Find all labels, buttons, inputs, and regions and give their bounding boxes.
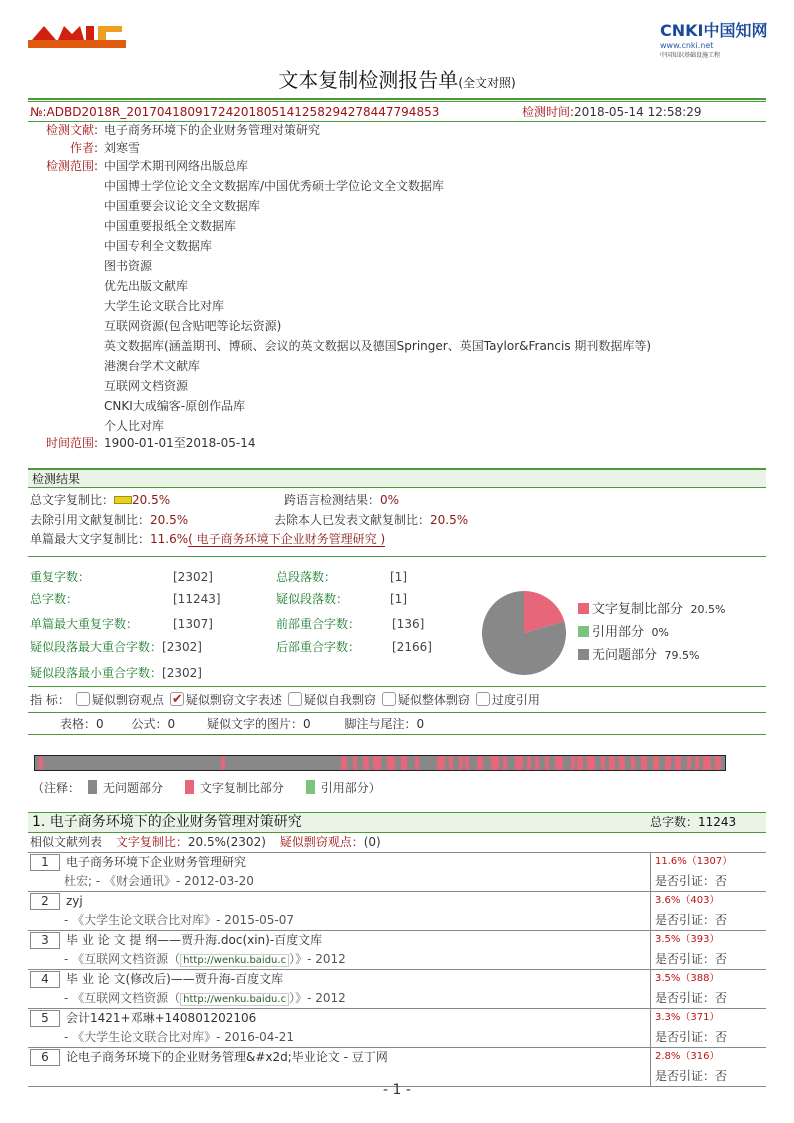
doc-copy-value: 20.5%(2302) xyxy=(187,835,266,849)
indicator-checkbox[interactable] xyxy=(382,692,396,706)
indicator-checkbox[interactable] xyxy=(170,692,184,706)
item-cite-status: 是否引证：否 xyxy=(650,989,766,1009)
stat-repeat-chars-value: [2302] xyxy=(173,570,213,584)
scope-item-text: 图书资源 xyxy=(104,259,153,273)
legend-no-problem: 无问题部分 xyxy=(103,781,164,795)
doc-plag-label: 疑似剽窃观点： xyxy=(279,835,364,849)
similar-item[interactable] xyxy=(28,931,766,951)
report-id: №:ADBD2018R_20170418091724201805141258294278447794853 xyxy=(30,105,440,119)
copy-ratio-swatch xyxy=(114,496,132,504)
cnki-logo-text: CNKI中国知网 xyxy=(660,21,768,40)
item-number: 6 xyxy=(30,1049,60,1066)
cnki-logo xyxy=(660,18,770,59)
item-number: 5 xyxy=(30,1010,60,1027)
copy-segment xyxy=(491,756,499,770)
source-link[interactable]: http://wenku.baidu.c xyxy=(180,954,289,967)
divider xyxy=(28,734,766,735)
similar-summary xyxy=(30,832,381,852)
cross-lang-row xyxy=(284,490,399,510)
copy-segment xyxy=(401,756,407,770)
stat-repeat-chars: 重复字数： xyxy=(30,570,91,584)
page-title xyxy=(0,64,794,93)
copy-ratio-pie xyxy=(481,590,567,676)
doc-value: 电子商务环境下的企业财务管理对策研究 xyxy=(104,123,321,137)
stat-single-max-repeat: 单篇最大重复字数： xyxy=(30,617,139,631)
stat-total-paras-value: [1] xyxy=(390,570,407,584)
item-percent: 3.5%（388） xyxy=(650,970,766,990)
copy-segment xyxy=(415,756,419,770)
legend-copy: 文字复制比部分 xyxy=(199,781,284,795)
scope-item-text: 个人比对库 xyxy=(104,419,165,433)
copy-segment xyxy=(577,756,583,770)
item-title[interactable]: 会计1421+邓琳+140801202106 xyxy=(66,1011,257,1025)
item-number: 3 xyxy=(30,932,60,949)
legend-cite: 引用部分 xyxy=(320,781,369,795)
copy-segment xyxy=(535,756,539,770)
item-source: - 《大学生论文联合比对库》- 2016-04-21 xyxy=(64,1030,295,1044)
item-title[interactable]: 毕 业 论 文(修改后)——贾升海-百度文库 xyxy=(66,972,284,986)
pie-legend-value: 79.5% xyxy=(661,649,700,662)
scope-item-text: CNKI大成编客-原创作品库 xyxy=(104,399,246,413)
page-number: - 1 - xyxy=(383,1082,411,1098)
copy-segment xyxy=(373,756,381,770)
tables-label: 表格： xyxy=(60,717,97,731)
pie-legend-item xyxy=(578,644,768,667)
pie-legend-item xyxy=(578,598,768,621)
excl-cite-value: 20.5% xyxy=(150,513,189,527)
stat-single-max-repeat-value: [1307] xyxy=(173,617,213,631)
copy-segment xyxy=(545,756,549,770)
doc-plag-value: (0) xyxy=(363,835,381,849)
similar-label: 相似文献列表 xyxy=(30,835,103,849)
copy-segment xyxy=(449,756,453,770)
scope-item-text: 港澳台学术文献库 xyxy=(104,359,201,373)
scope-item-text: 中国学术期刊网络出版总库 xyxy=(104,159,249,173)
item-source xyxy=(64,989,346,1009)
stat-susp-min: 疑似段落最小重合字数：[2302] xyxy=(30,666,202,680)
excl-cite-row xyxy=(30,510,188,530)
images-value: 0 xyxy=(302,717,311,731)
formula-value: 0 xyxy=(167,717,176,731)
similar-item-source-row xyxy=(28,989,766,1009)
stat-back-overlap: 后部重合字数： xyxy=(276,640,361,654)
similar-item-source-row xyxy=(28,1028,766,1048)
pie-legend-label: 无问题部分 xyxy=(592,648,658,663)
similar-item[interactable] xyxy=(28,1009,766,1029)
copy-segment xyxy=(609,756,615,770)
stat-susp-paras-value: [1] xyxy=(390,592,407,606)
similar-item[interactable] xyxy=(28,892,766,912)
scope-item-text: 中国重要会议论文全文数据库 xyxy=(104,199,261,213)
range-value: 1900-01-01至2018-05-14 xyxy=(104,436,256,450)
doc-label: 检测文献: xyxy=(45,123,98,137)
indicator-label: 疑似整体剽窃 xyxy=(397,693,470,707)
copy-segment xyxy=(503,756,507,770)
divider xyxy=(28,556,766,557)
legend-cite-swatch xyxy=(306,780,315,794)
item-source: - 《大学生论文联合比对库》- 2015-05-07 xyxy=(64,913,295,927)
cross-lang-label: 跨语言检测结果： xyxy=(284,493,381,507)
stat-susp-max: 疑似段落最大重合字数：[2302] xyxy=(30,640,202,654)
pie-legend-value: 20.5% xyxy=(687,603,726,616)
excl-self-label: 去除本人已发表文献复制比： xyxy=(274,513,431,527)
copy-segment xyxy=(515,756,523,770)
item-cite-status: 是否引证：否 xyxy=(650,950,766,970)
indicator-label: 疑似剽窃观点 xyxy=(91,693,164,707)
similar-item[interactable] xyxy=(28,970,766,990)
scope-item-text: 优先出版文献库 xyxy=(104,279,189,293)
copy-segment xyxy=(387,756,395,770)
scope-item-text: 大学生论文联合比对库 xyxy=(104,299,225,313)
document-title: 1. 电子商务环境下的企业财务管理对策研究 xyxy=(32,814,302,830)
copy-segment xyxy=(437,756,445,770)
scope-item-text: 互联网文档资源 xyxy=(104,379,189,393)
stat-total-chars: 总字数： xyxy=(30,592,79,606)
item-source: 杜宏; - 《财会通讯》- 2012-03-20 xyxy=(64,874,254,888)
pie-legend-label: 引用部分 xyxy=(592,625,645,640)
indicator-label: 过度引用 xyxy=(491,693,540,707)
item-percent: 2.8%（316） xyxy=(650,1048,766,1068)
copy-segment xyxy=(555,756,563,770)
divider xyxy=(28,712,766,713)
similar-item[interactable] xyxy=(28,853,766,873)
author-label: 作者: xyxy=(69,141,98,155)
source-link[interactable]: http://wenku.baidu.c xyxy=(180,993,289,1006)
copy-segment xyxy=(527,756,531,770)
legend-no-problem-swatch xyxy=(88,780,97,794)
check-time-label: 检测时间: xyxy=(522,105,575,119)
total-copy-label: 总文字复制比： xyxy=(30,493,115,507)
author-value: 刘寒雪 xyxy=(104,141,141,155)
stat-total-paras: 总段落数： xyxy=(276,570,337,584)
legend-copy-swatch xyxy=(185,780,194,794)
single-max-label: 单篇最大文字复制比： xyxy=(30,532,151,546)
indicator-label: 疑似剽窃文字表述 xyxy=(185,693,282,707)
indicator-checkbox[interactable] xyxy=(288,692,302,706)
check-time-value: 2018-05-14 12:58:29 xyxy=(574,105,702,119)
report-id-row xyxy=(30,102,439,122)
similar-item-source-row xyxy=(28,911,766,931)
legend-suffix: ） xyxy=(368,781,381,795)
pie-legend-swatch xyxy=(578,603,589,614)
copy-segment xyxy=(695,756,699,770)
copy-segment xyxy=(465,756,469,770)
scope-item-text: 英文数据库(涵盖期刊、博硕、会议的英文数据以及德国Springer、英国Taylor&Francis 期刊数据库等) xyxy=(104,339,652,353)
excl-self-row xyxy=(274,510,468,530)
copy-segment xyxy=(619,756,625,770)
scope-item-text: 中国博士学位论文全文数据库/中国优秀硕士学位论文全文数据库 xyxy=(104,179,445,193)
item-cite-status: 是否引证：否 xyxy=(650,1028,766,1048)
bar-legend xyxy=(32,778,381,798)
item-cite-status: 是否引证：否 xyxy=(650,872,766,892)
scope-item-text: 中国重要报纸全文数据库 xyxy=(104,219,237,233)
range-label: 时间范围: xyxy=(45,436,98,450)
source-prefix: - 《互联网文档资源（ xyxy=(64,991,181,1005)
copy-segment xyxy=(353,756,357,770)
cnki-url: www.cnki.net xyxy=(660,41,714,50)
source-prefix: - 《互联网文档资源（ xyxy=(64,952,181,966)
item-number: 2 xyxy=(30,893,60,910)
source-suffix: ）》- 2012 xyxy=(289,991,346,1005)
item-percent: 3.6%（403） xyxy=(650,892,766,912)
copy-segment xyxy=(571,756,575,770)
scope-label: 检测范围: xyxy=(45,159,98,173)
copy-segment xyxy=(665,756,671,770)
cross-lang-value: 0% xyxy=(380,493,400,507)
single-max-row xyxy=(30,529,385,549)
excl-cite-label: 去除引用文献复制比： xyxy=(30,513,151,527)
pie-legend-swatch xyxy=(578,626,589,637)
source-suffix: ）》- 2012 xyxy=(289,952,346,966)
total-copy-value: 20.5% xyxy=(132,493,171,507)
scope-item-text: 中国专利全文数据库 xyxy=(104,239,213,253)
results-header: 检测结果 xyxy=(28,468,766,488)
stat-front-overlap: 前部重合字数： xyxy=(276,617,361,631)
item-number: 4 xyxy=(30,971,60,988)
check-time-row xyxy=(522,102,702,122)
item-title[interactable]: 毕 业 论 文 提 纲——贾升海.doc(xin)-百度文库 xyxy=(66,933,323,947)
copy-segment xyxy=(221,756,225,770)
copy-distribution-bar xyxy=(34,755,726,771)
item-cite-status: 是否引证：否 xyxy=(650,911,766,931)
similar-item-source-row xyxy=(28,950,766,970)
excl-self-value: 20.5% xyxy=(430,513,469,527)
copy-segment xyxy=(631,756,635,770)
indicator-label: 疑似自我剽窃 xyxy=(303,693,376,707)
pie-legend xyxy=(578,598,768,667)
copy-segment xyxy=(363,756,369,770)
total-copy-row xyxy=(30,490,170,510)
stat-front-overlap-value: [136] xyxy=(392,617,425,631)
copy-segment xyxy=(715,756,721,770)
copy-segment xyxy=(703,756,711,770)
formula-label: 公式： xyxy=(131,717,168,731)
copy-segment xyxy=(687,756,691,770)
pie-legend-item xyxy=(578,621,768,644)
similar-item[interactable] xyxy=(28,1048,766,1068)
indicator-checkbox[interactable] xyxy=(76,692,90,706)
stat-susp-paras: 疑似段落数： xyxy=(276,592,349,606)
copy-segment xyxy=(39,756,43,770)
title-suffix: (全文对照) xyxy=(458,76,516,90)
copy-segment xyxy=(653,756,659,770)
footnotes-label: 脚注与尾注： xyxy=(344,717,417,731)
item-percent: 11.6%（1307） xyxy=(650,853,766,873)
item-title[interactable]: 电子商务环境下企业财务管理研究 xyxy=(66,855,247,869)
copy-segment xyxy=(601,756,605,770)
item-percent: 3.3%（371） xyxy=(650,1009,766,1029)
pie-legend-value: 0% xyxy=(648,626,669,639)
item-cite-status: 是否引证：否 xyxy=(650,1067,766,1087)
copy-segment xyxy=(459,756,463,770)
item-source xyxy=(64,950,346,970)
pie-legend-label: 文字复制比部分 xyxy=(592,602,684,617)
copy-segment xyxy=(641,756,647,770)
amlc-logo xyxy=(28,24,126,52)
indicator-checkbox[interactable] xyxy=(476,692,490,706)
tables-value: 0 xyxy=(96,717,104,731)
footnotes-value: 0 xyxy=(416,717,425,731)
divider xyxy=(28,98,766,100)
similar-item-source-row xyxy=(28,872,766,892)
title-main: 文本复制检测报告单 xyxy=(278,68,459,92)
legend-prefix: （注释： xyxy=(32,781,81,795)
item-title[interactable]: 论电子商务环境下的企业财务管理&#x2d;毕业论文 - 豆丁网 xyxy=(66,1050,388,1064)
images-label: 疑似文字的图片： xyxy=(206,717,303,731)
stat-total-chars-value: [11243] xyxy=(173,592,221,606)
divider xyxy=(28,686,766,687)
stat-back-overlap-value: [2166] xyxy=(392,640,432,654)
copy-segment xyxy=(587,756,595,770)
item-percent: 3.5%（393） xyxy=(650,931,766,951)
copy-segment xyxy=(341,756,347,770)
document-total: 总字数：11243 xyxy=(650,815,737,829)
copy-segment xyxy=(477,756,483,770)
single-max-title[interactable]: ( 电子商务环境下企业财务管理研究 ) xyxy=(188,532,386,546)
doc-copy-label: 文字复制比： xyxy=(115,835,188,849)
scope-item-text: 互联网资源(包含贴吧等论坛资源) xyxy=(104,319,282,333)
cnki-subtitle: 中国知识基础设施工程 xyxy=(660,52,721,59)
document-heading xyxy=(28,812,766,832)
single-max-value: 11.6% xyxy=(150,532,189,546)
pie-legend-swatch xyxy=(578,649,589,660)
copy-segment xyxy=(675,756,681,770)
indicators-row xyxy=(30,690,540,710)
item-number: 1 xyxy=(30,854,60,871)
indicators-label: 指 标： xyxy=(30,693,70,707)
item-title[interactable]: zyj xyxy=(66,894,83,908)
extra-stats-row xyxy=(60,714,424,734)
